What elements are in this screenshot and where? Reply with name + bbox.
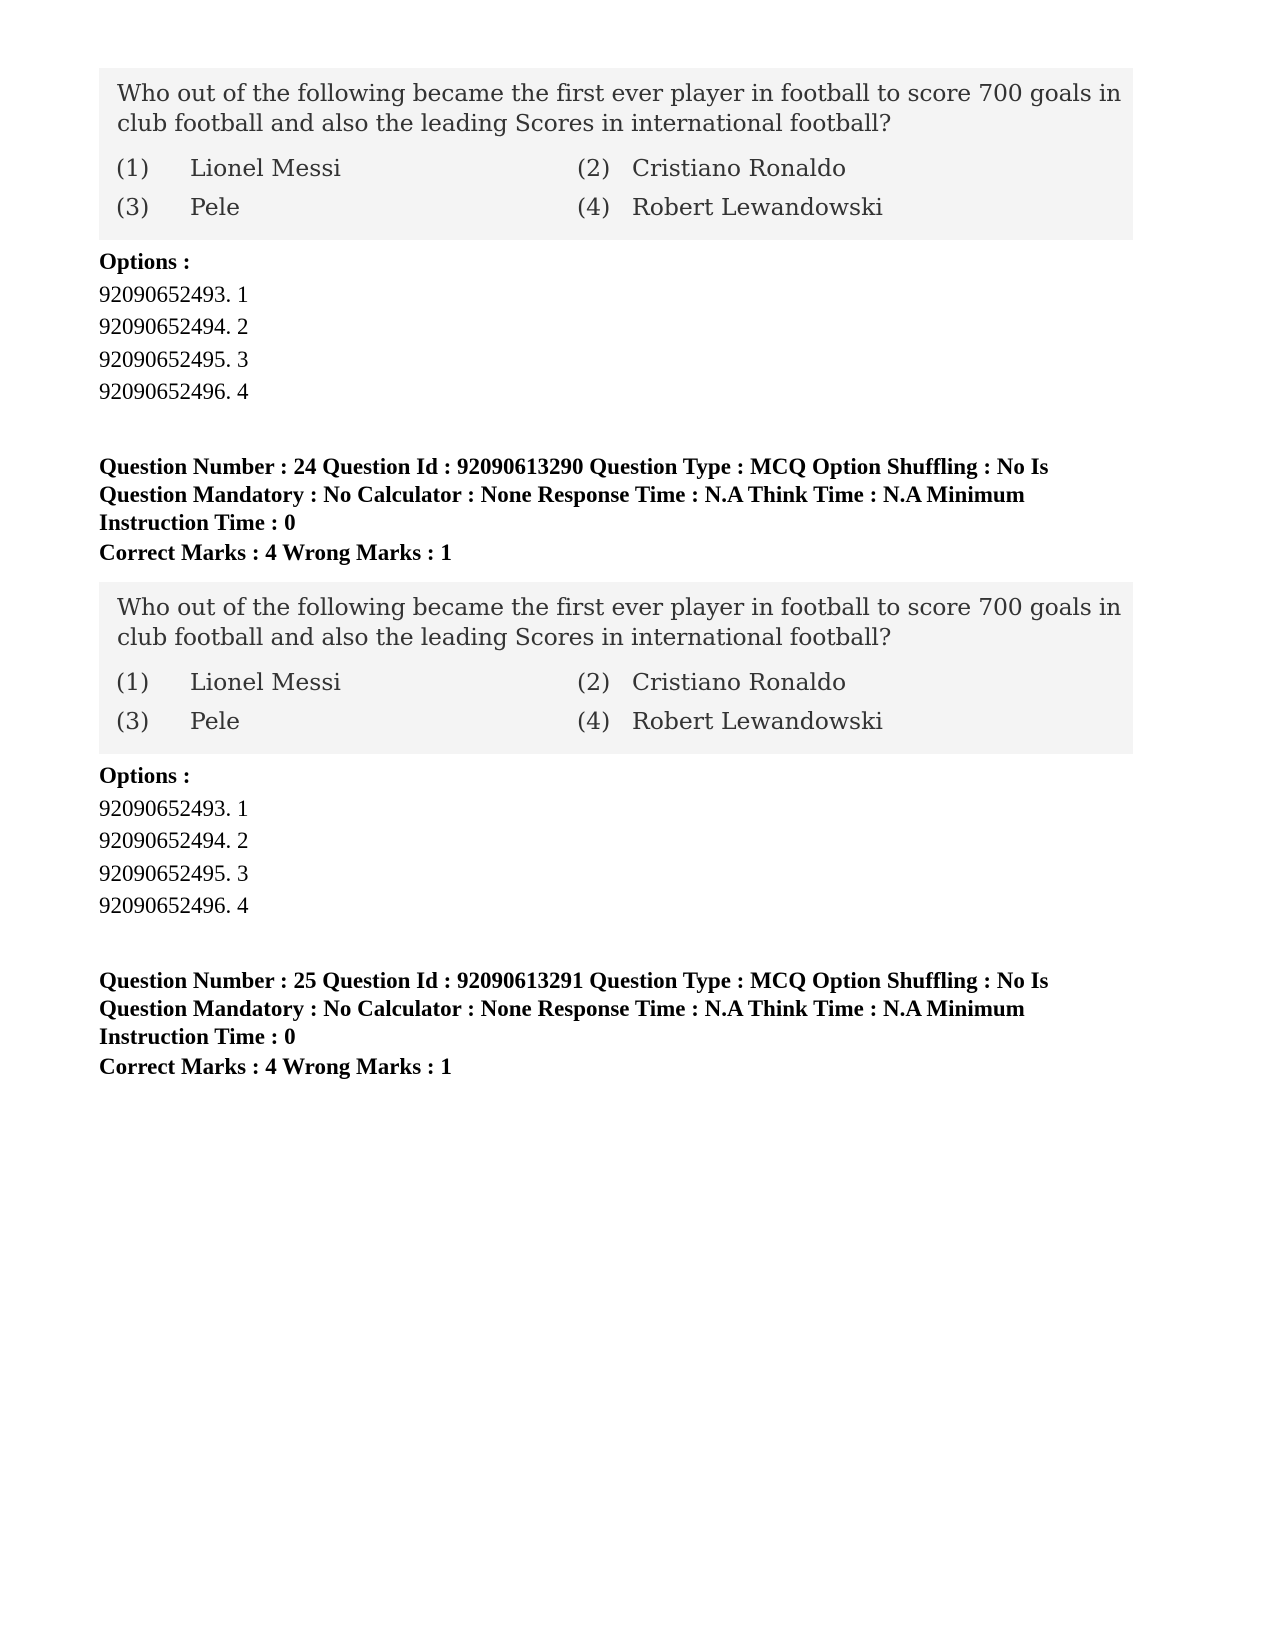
- options-label: Options :: [99, 763, 191, 788]
- question-25-marks: Correct Marks : 4 Wrong Marks : 1: [99, 1054, 452, 1079]
- question-23-image: Who out of the following became the first ever player in football to score 700 goals in club football and also the leading Scores in international football? (1) Lionel Messi (2) Cristiano Ronaldo (3) Pele (4) Robert Lewandowski: [99, 68, 1133, 240]
- option-row: 92090652496. 4: [99, 379, 249, 404]
- question-24-marks: Correct Marks : 4 Wrong Marks : 1: [99, 540, 452, 565]
- option-row: 92090652494. 2: [99, 314, 249, 339]
- options-label: Options :: [99, 249, 191, 274]
- option-row: 92090652494. 2: [99, 828, 249, 853]
- option-row: 92090652495. 3: [99, 861, 249, 886]
- option-row: 92090652493. 1: [99, 796, 249, 821]
- option-row: 92090652496. 4: [99, 893, 249, 918]
- option-row: 92090652495. 3: [99, 347, 249, 372]
- question-24-meta: Question Number : 24 Question Id : 92090613290 Question Type : MCQ Option Shuffling : No Is Question Mandatory : No Calculator : None Response Time : N.A Think Time : N.A Minimum Instruction Time : 0: [99, 454, 1049, 535]
- question-24-text: Who out of the following became the first ever player in football to score 700 goals in club football and also the leading Scores in international football?: [117, 593, 1122, 651]
- question-24-image: Who out of the following became the first ever player in football to score 700 goals in club football and also the leading Scores in international football? (1) Lionel Messi (2) Cristiano Ronaldo (3) Pele (4) Robert Lewandowski: [99, 582, 1133, 754]
- option-row: 92090652493. 1: [99, 282, 249, 307]
- question-25-meta: Question Number : 25 Question Id : 92090613291 Question Type : MCQ Option Shuffling : No Is Question Mandatory : No Calculator : None Response Time : N.A Think Time : N.A Minimum Instruction Time : 0: [99, 968, 1049, 1049]
- question-23-text: Who out of the following became the first ever player in football to score 700 goals in club football and also the leading Scores in international football?: [117, 79, 1122, 137]
